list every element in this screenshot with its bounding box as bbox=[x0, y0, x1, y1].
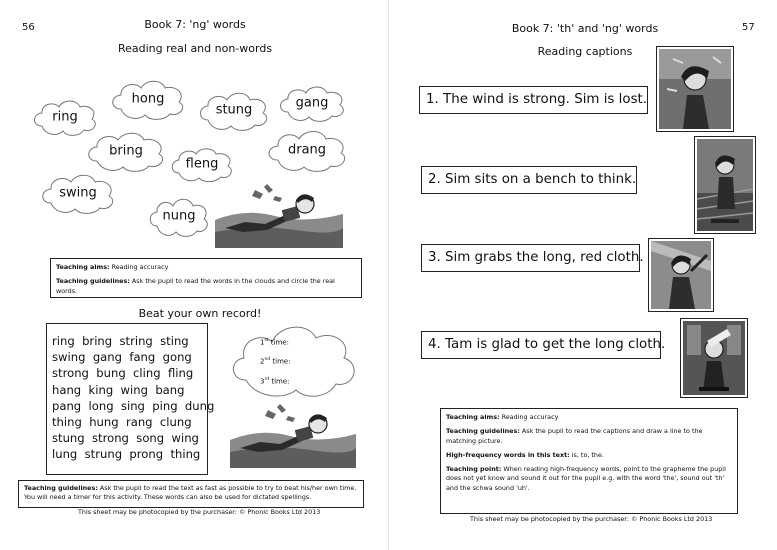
left-page-number: 56 bbox=[22, 22, 35, 33]
cloud-word: swing bbox=[59, 185, 97, 201]
guidelines-box bbox=[18, 480, 364, 508]
boy-reading-illustration bbox=[230, 398, 356, 468]
picture-3[interactable] bbox=[648, 238, 714, 312]
teaching-aims-text: Reading accuracy bbox=[109, 263, 169, 271]
teaching-guidelines-text: Ask the pupil to read the captions and draw a line to the matching picture. bbox=[446, 427, 703, 445]
word-cloud[interactable] bbox=[196, 88, 272, 132]
left-page-title: Book 7: 'ng' words bbox=[144, 18, 246, 31]
word-row: strong bung cling fling bbox=[52, 366, 194, 381]
word-row: stung strong song wing bbox=[52, 431, 199, 446]
word-cloud[interactable] bbox=[168, 144, 236, 184]
word-row: pang long sing ping dung bbox=[52, 398, 215, 413]
right-page-number: 57 bbox=[742, 22, 755, 33]
high-frequency-label: High-frequency words in this text: bbox=[446, 450, 570, 459]
caption-4[interactable]: 4. Tam is glad to get the long cloth. bbox=[421, 331, 661, 359]
teaching-point-label: Teaching point: bbox=[446, 465, 502, 474]
record-title: Beat your own record! bbox=[138, 307, 262, 320]
cloud-word: drang bbox=[287, 142, 327, 158]
picture-1[interactable] bbox=[656, 46, 734, 132]
teaching-notes-box bbox=[440, 408, 738, 514]
teaching-aims-text: Reading accuracy bbox=[499, 413, 559, 421]
picture-2[interactable] bbox=[694, 136, 756, 234]
word-row: hang king wing bang bbox=[52, 382, 185, 397]
picture-4[interactable] bbox=[680, 318, 748, 398]
cloud-word: ring bbox=[52, 109, 78, 125]
word-cloud[interactable] bbox=[38, 170, 118, 216]
teaching-aims-label: Teaching aims: bbox=[446, 413, 500, 421]
teaching-point-text: When reading high-frequency words, point to the grapheme the pupil does not yet know and sound it out for the pupil e.g. with the word 'the', sound out 'th' and the schwa sound 'uh'. bbox=[446, 465, 726, 492]
caption-1[interactable]: 1. The wind is strong. Sim is lost. bbox=[419, 86, 648, 114]
word-cloud[interactable] bbox=[264, 126, 350, 174]
teaching-notes-box bbox=[50, 258, 362, 298]
cloud-word: hong bbox=[131, 91, 165, 107]
cloud-word: bring bbox=[109, 143, 143, 159]
time-row-2[interactable]: 2nd time: bbox=[260, 357, 291, 366]
word-cloud[interactable] bbox=[108, 76, 188, 122]
cloud-shape bbox=[226, 318, 362, 402]
caption-2[interactable]: 2. Sim sits on a bench to think. bbox=[421, 166, 637, 194]
times-cloud bbox=[226, 318, 362, 402]
teaching-aims-label: Teaching aims: bbox=[56, 263, 110, 271]
word-row: thing hung rang clung bbox=[52, 415, 192, 430]
cloud-word: nung bbox=[162, 208, 196, 224]
right-page-title: Book 7: 'th' and 'ng' words bbox=[511, 22, 659, 35]
guidelines-text: Ask the pupil to read the text as fast as possible to try to beat his/her own time. You will need a timer for this activity. These words can also be used for dictated spellings. bbox=[24, 484, 357, 502]
boy-reading-illustration bbox=[215, 180, 343, 248]
word-cloud[interactable] bbox=[276, 82, 348, 124]
caption-3[interactable]: 3. Sim grabs the long, red cloth. bbox=[421, 244, 640, 272]
time-row-3[interactable]: 3rd time: bbox=[260, 376, 290, 385]
cloud-word: stung bbox=[215, 102, 253, 118]
right-footer: This sheet may be photocopied by the purchaser: © Phonic Books Ltd 2013 bbox=[470, 515, 713, 523]
time-row-1[interactable]: 1st time: bbox=[260, 338, 289, 347]
teaching-guidelines-text: Ask the pupil to read the words in the clouds and circle the real words. bbox=[56, 277, 335, 295]
high-frequency-text: is, to, the. bbox=[569, 450, 604, 459]
word-cloud[interactable] bbox=[84, 128, 168, 174]
word-row: swing gang fang gong bbox=[52, 350, 192, 365]
word-cloud[interactable] bbox=[146, 194, 212, 238]
left-page-subtitle: Reading real and non-words bbox=[117, 42, 273, 55]
cloud-word: fleng bbox=[185, 156, 219, 172]
left-footer: This sheet may be photocopied by the purchaser: © Phonic Books Ltd 2013 bbox=[78, 508, 321, 516]
word-row: lung strung prong thing bbox=[52, 447, 201, 462]
teaching-guidelines-label: Teaching guidelines: bbox=[446, 427, 520, 436]
right-page-subtitle: Reading captions bbox=[537, 45, 633, 58]
teaching-guidelines-label: Teaching guidelines: bbox=[56, 277, 130, 286]
page-divider bbox=[388, 0, 389, 550]
cloud-word: gang bbox=[295, 95, 329, 111]
word-list-box bbox=[46, 323, 215, 475]
word-row: ring bring string sting bbox=[52, 334, 189, 348]
guidelines-label: Teaching guidelines: bbox=[24, 484, 98, 492]
